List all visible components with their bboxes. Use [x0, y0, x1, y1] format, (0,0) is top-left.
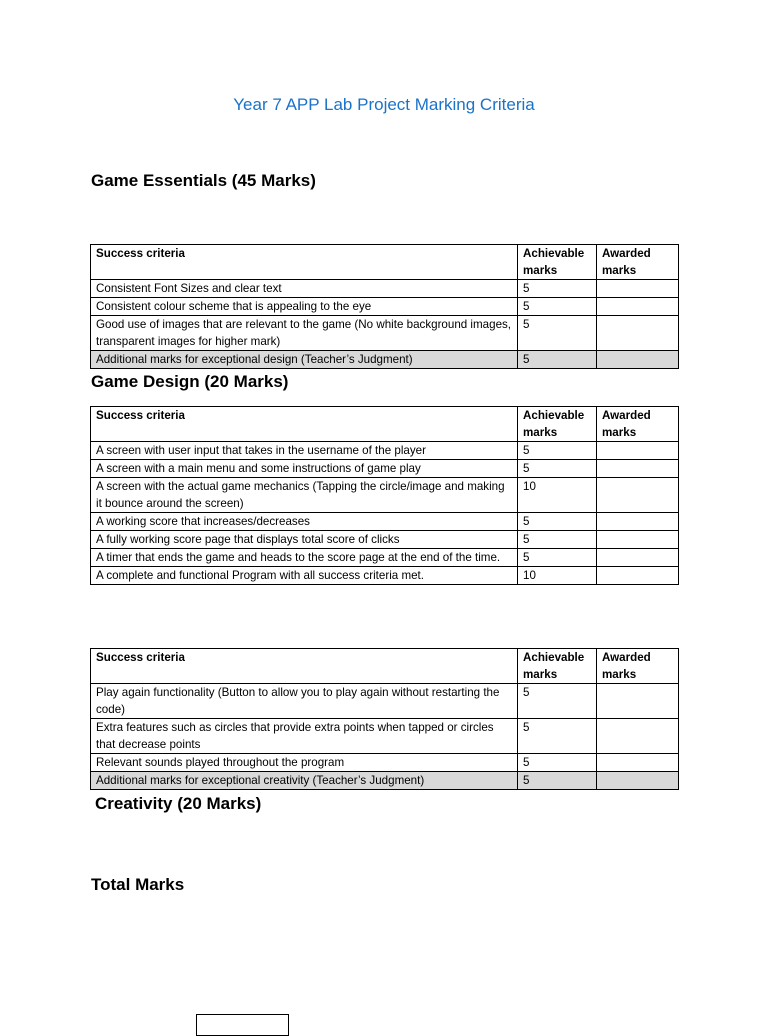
achievable-marks-cell: 5 — [518, 754, 597, 772]
heading-game-essentials: Game Essentials (45 Marks) — [91, 171, 316, 190]
table-header-row — [91, 407, 679, 442]
header-awarded-marks: Awarded marks — [597, 407, 679, 442]
heading-total-marks: Total Marks — [91, 875, 185, 894]
criteria-cell: Relevant sounds played throughout the program — [91, 754, 518, 772]
achievable-marks-cell: 5 — [518, 719, 597, 754]
achievable-marks-cell: 5 — [518, 298, 597, 316]
awarded-marks-cell[interactable] — [597, 280, 679, 298]
achievable-marks-cell: 5 — [518, 460, 597, 478]
header-success-criteria: Success criteria — [91, 649, 518, 684]
achievable-marks-cell: 5 — [518, 513, 597, 531]
achievable-marks-cell: 10 — [518, 478, 597, 513]
header-achievable-marks: Achievable marks — [518, 245, 597, 280]
heading-game-design: Game Design (20 Marks) — [91, 372, 289, 391]
table-header-row — [91, 649, 679, 684]
awarded-marks-cell[interactable] — [597, 513, 679, 531]
criteria-cell: A fully working score page that displays total score of clicks — [91, 531, 518, 549]
table-row — [91, 754, 679, 772]
table-header-row — [91, 245, 679, 280]
table-row — [91, 280, 679, 298]
table-row — [91, 549, 679, 567]
header-awarded-marks: Awarded marks — [597, 245, 679, 280]
awarded-marks-cell[interactable] — [597, 772, 679, 790]
criteria-cell: A screen with user input that takes in the username of the player — [91, 442, 518, 460]
awarded-marks-cell[interactable] — [597, 316, 679, 351]
criteria-cell: Consistent colour scheme that is appealing to the eye — [91, 298, 518, 316]
awarded-marks-cell[interactable] — [597, 567, 679, 585]
table-row — [91, 513, 679, 531]
essentials-table — [90, 244, 679, 369]
awarded-marks-cell[interactable] — [597, 754, 679, 772]
table-row — [91, 298, 679, 316]
awarded-marks-cell[interactable] — [597, 442, 679, 460]
heading-creativity: Creativity (20 Marks) — [95, 794, 262, 813]
table-row — [91, 316, 679, 351]
criteria-cell: Good use of images that are relevant to the game (No white background images, transparent images for higher mark) — [91, 316, 518, 351]
achievable-marks-cell: 5 — [518, 280, 597, 298]
achievable-marks-cell: 5 — [518, 316, 597, 351]
table-row — [91, 478, 679, 513]
table-row — [91, 442, 679, 460]
criteria-cell: A screen with a main menu and some instructions of game play — [91, 460, 518, 478]
criteria-cell: Additional marks for exceptional creativity (Teacher’s Judgment) — [91, 772, 518, 790]
creativity-table — [90, 648, 679, 790]
criteria-cell: A working score that increases/decreases — [91, 513, 518, 531]
header-achievable-marks: Achievable marks — [518, 407, 597, 442]
achievable-marks-cell: 5 — [518, 531, 597, 549]
achievable-marks-cell: 5 — [518, 549, 597, 567]
header-success-criteria: Success criteria — [91, 245, 518, 280]
header-achievable-marks: Achievable marks — [518, 649, 597, 684]
achievable-marks-cell: 10 — [518, 567, 597, 585]
document-title: Year 7 APP Lab Project Marking Criteria — [233, 95, 535, 114]
total-marks-box[interactable] — [196, 1014, 289, 1036]
criteria-cell: Consistent Font Sizes and clear text — [91, 280, 518, 298]
table-row — [91, 684, 679, 719]
table-row — [91, 460, 679, 478]
awarded-marks-cell[interactable] — [597, 719, 679, 754]
criteria-cell: A timer that ends the game and heads to the score page at the end of the time. — [91, 549, 518, 567]
criteria-cell: Additional marks for exceptional design (Teacher’s Judgment) — [91, 351, 518, 369]
table-row — [91, 351, 679, 369]
design-table — [90, 406, 679, 585]
criteria-cell: Play again functionality (Button to allow you to play again without restarting the code) — [91, 684, 518, 719]
achievable-marks-cell: 5 — [518, 772, 597, 790]
awarded-marks-cell[interactable] — [597, 531, 679, 549]
awarded-marks-cell[interactable] — [597, 684, 679, 719]
criteria-cell: Extra features such as circles that provide extra points when tapped or circles that decrease points — [91, 719, 518, 754]
awarded-marks-cell[interactable] — [597, 549, 679, 567]
table-row — [91, 719, 679, 754]
table-row — [91, 772, 679, 790]
awarded-marks-cell[interactable] — [597, 478, 679, 513]
awarded-marks-cell[interactable] — [597, 460, 679, 478]
table-row — [91, 567, 679, 585]
achievable-marks-cell: 5 — [518, 351, 597, 369]
header-awarded-marks: Awarded marks — [597, 649, 679, 684]
criteria-cell: A complete and functional Program with all success criteria met. — [91, 567, 518, 585]
table-row — [91, 531, 679, 549]
achievable-marks-cell: 5 — [518, 442, 597, 460]
awarded-marks-cell[interactable] — [597, 298, 679, 316]
achievable-marks-cell: 5 — [518, 684, 597, 719]
criteria-cell: A screen with the actual game mechanics (Tapping the circle/image and making it bounce around the screen) — [91, 478, 518, 513]
awarded-marks-cell[interactable] — [597, 351, 679, 369]
header-success-criteria: Success criteria — [91, 407, 518, 442]
